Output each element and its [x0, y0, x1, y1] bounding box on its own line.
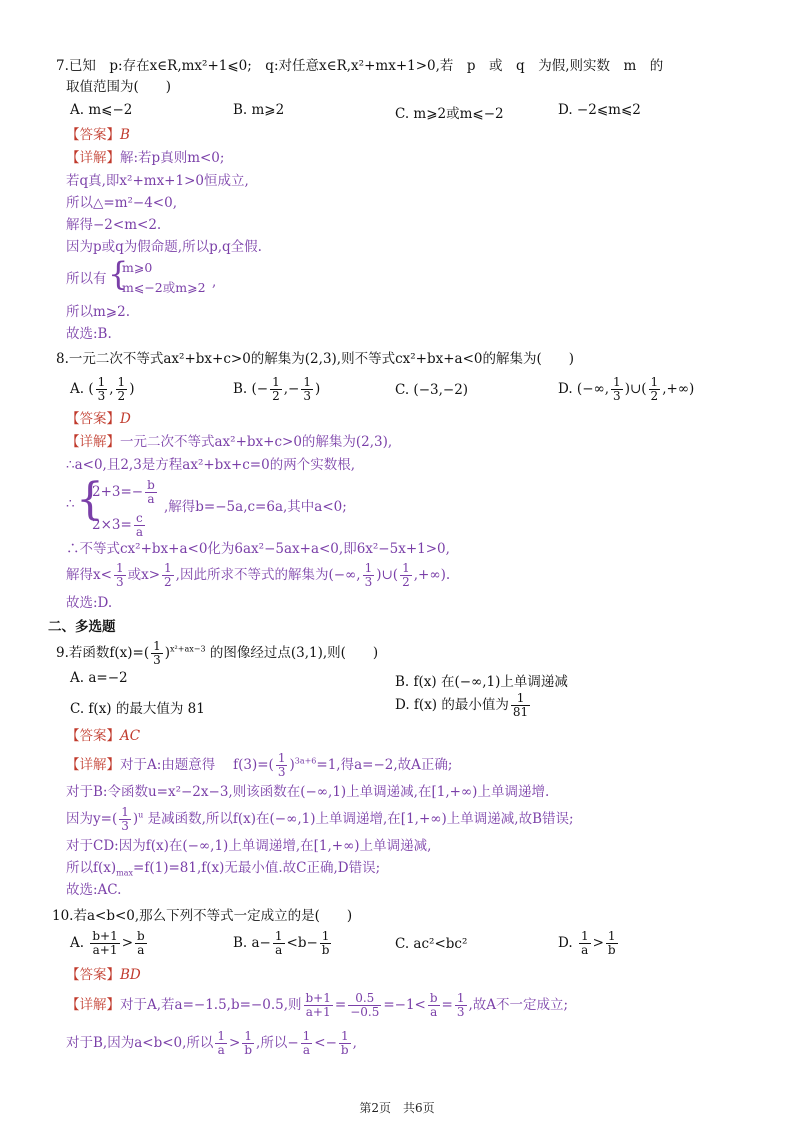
q7-system-comma: ,	[212, 274, 217, 290]
q8-system-result: ,解得b=−5a,c=6a,其中a<0;	[164, 499, 347, 515]
q9-answer: 【答案】AC	[66, 728, 141, 744]
q9-option-a: A. a=−2	[70, 670, 128, 686]
q8-explain-1: 【详解】一元二次不等式ax²+bx+c>0的解集为(2,3),	[66, 434, 393, 450]
q9-stem: 9.若函数f(x)=( $\frac{1}{3}$ )$^{x^2+ax-3}$ 的图像经过点(3,1),则( )	[56, 639, 379, 667]
q8-explain-5: 解得x< $\frac{1}{3}$ 或x> $\frac{1}{2}$ ,因此所求不等式的解集为(−∞, $\frac{1}{3}$ )∪( $\frac{1}{2}$ ,+∞).	[66, 561, 451, 589]
q8-brace: {	[76, 474, 104, 525]
q7-option-c: C. m⩾2或m⩽−2	[395, 106, 504, 122]
q7-system-1: m⩾0	[122, 260, 153, 275]
page-footer: 第2页 共6页	[359, 1101, 435, 1115]
q9-option-c: C. f(x) 的最大值为 81	[70, 701, 205, 717]
q7-explain-7: 所以m⩾2.	[66, 304, 130, 320]
q10-answer: 【答案】BD	[66, 967, 141, 983]
q7-explain-6: 所以有	[66, 271, 107, 287]
q7-explain-5: 因为p或q为假命题,所以p,q全假.	[66, 239, 262, 255]
q7-explain-4: 解得−2<m<2.	[66, 217, 162, 233]
q9-explain-4: 对于CD:因为f(x)在(−∞,1)上单调递增,在[1,+∞)上单调递减,	[66, 838, 432, 854]
q10-option-d: D. $\frac{1}{a}$ > $\frac{1}{b}$	[558, 929, 616, 957]
q7-explain-3: 所以△=m²−4<0,	[66, 195, 177, 211]
q9-explain-5: 所以$f(x)_{max}=f(1)=81,f(x)$无最小值.故C正确,D错误;	[66, 860, 381, 878]
q8-explain-6: 故选:D.	[66, 595, 113, 611]
q7-option-a: A. m⩽−2	[70, 102, 133, 118]
q7-explain-2: 若q真,即x²+mx+1>0恒成立,	[66, 173, 249, 189]
q10-explain-2: 对于B,因为a<b<0,所以 $\frac{1}{a}$ > $\frac{1}{b}$ ,所以− $\frac{1}{a}$ <− $\frac{1}{b}$ ,	[66, 1029, 357, 1057]
q8-answer: 【答案】D	[66, 411, 131, 427]
q8-system-2: 2×3= $\frac{c}{a}$	[92, 511, 143, 539]
q8-system-1: 2+3=− $\frac{b}{a}$	[92, 478, 155, 506]
q7-explain-8: 故选:B.	[66, 326, 112, 342]
q7-stem-line2: 取值范围为( )	[66, 79, 172, 95]
section-heading-multi-choice: 二、多选题	[48, 619, 116, 635]
q10-option-b: B. a− $\frac{1}{a}$ <b− $\frac{1}{b}$	[233, 929, 330, 957]
q8-explain-2: ∴a<0,且2,3是方程ax²+bx+c=0的两个实数根,	[66, 457, 356, 473]
q10-option-a: A. $\frac{b+1}{a+1}$ > $\frac{b}{a}$	[70, 929, 145, 957]
q8-stem: 8.一元二次不等式ax²+bx+c>0的解集为(2,3),则不等式cx²+bx+a<0的解集为( )	[56, 351, 575, 367]
q8-therefore: ∴	[66, 496, 75, 512]
q9-explain-1: 【详解】对于A:由题意得 f(3)=( $\frac{1}{3}$ )$^{3a+6}$=1,得a=−2,故A正确;	[66, 751, 453, 779]
q7-stem-line1: 7.已知 p:存在x∈R,mx²+1⩽0; q:对任意x∈R,x²+mx+1>0,若 p 或 q 为假,则实数 m 的	[56, 58, 664, 74]
q8-option-b: B. (− $\frac{1}{2}$ ,− $\frac{1}{3}$ )	[233, 375, 321, 403]
q8-explain-4: ∴不等式cx²+bx+a<0化为6ax²−5ax+a<0,即6x²−5x+1>0,	[66, 541, 450, 557]
q7-system-2: m⩽−2或m⩾2	[122, 280, 206, 295]
q8-option-c: C. (−3,−2)	[395, 382, 469, 398]
q7-brace: {	[108, 255, 129, 293]
q9-explain-2: 对于B:令函数u=x²−2x−3,则该函数在(−∞,1)上单调递减,在[1,+∞)上单调递增.	[66, 784, 550, 800]
q9-option-b: B. f(x) 在(−∞,1)上单调递减	[395, 674, 568, 690]
q7-option-d: D. −2⩽m⩽2	[558, 102, 641, 118]
q10-stem: 10.若a<b<0,那么下列不等式一定成立的是( )	[52, 908, 353, 924]
q9-explain-6: 故选:AC.	[66, 882, 122, 898]
q10-option-c: C. ac²<bc²	[395, 936, 468, 952]
q7-explain-1: 【详解】解:若p真则m<0;	[66, 150, 225, 166]
q9-explain-3: 因为y=( $\frac{1}{3}$ )$^u$ 是减函数,所以f(x)在(−∞,1)上单调递增,在[1,+∞)上单调递减,故B错误;	[66, 805, 574, 833]
q9-option-d: D. f(x) 的最小值为 $\frac{1}{81}$	[395, 691, 529, 719]
q7-option-b: B. m⩾2	[233, 102, 285, 118]
q7-answer: 【答案】B	[66, 127, 130, 143]
q8-option-d: D. (−∞, $\frac{1}{3}$ )∪( $\frac{1}{2}$ ,+∞)	[558, 375, 695, 403]
q10-explain-1: 【详解】对于A,若a=−1.5,b=−0.5,则 $\frac{b+1}{a+1}$ = $\frac{0.5}{-0.5}$ =−1< $\frac{b}{a}$ = $\frac{1}{3}$ ,故A不一定成立;	[66, 991, 569, 1019]
q8-option-a: A. ( $\frac{1}{3}$ , $\frac{1}{2}$ )	[70, 375, 135, 403]
